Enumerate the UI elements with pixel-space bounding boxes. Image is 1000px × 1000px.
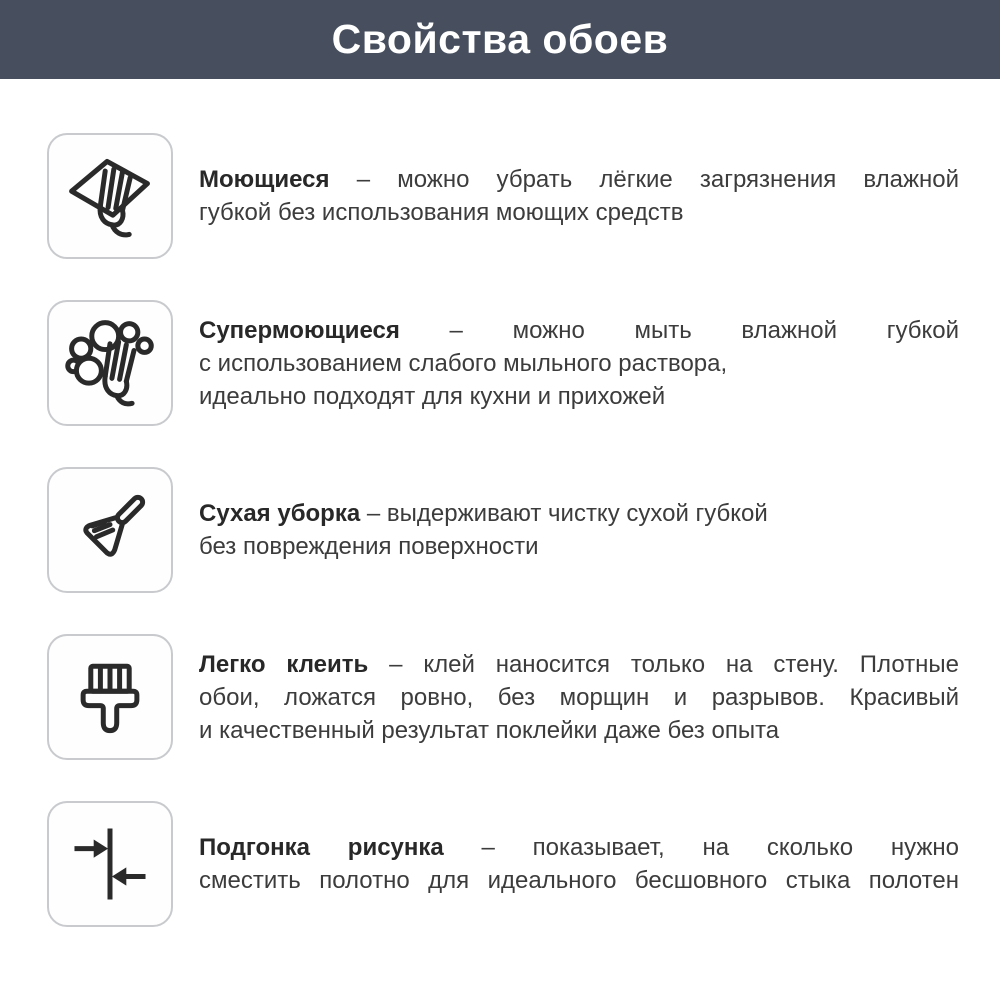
soap-bubbles-hand-icon (62, 315, 158, 411)
feature-text (199, 648, 959, 747)
icon-box (47, 634, 173, 760)
dash-separator: – (389, 650, 403, 678)
feature-line: без повреждения поверхности (199, 533, 539, 560)
feature-line-text: можно убрать лёгкие загрязнения влажной (397, 166, 960, 193)
feature-line: обои, ложатся ровно, без морщин и разрывов. Красивый (199, 683, 959, 711)
dash-separator: – (366, 500, 381, 527)
feature-heading: Легко клеить (199, 650, 369, 678)
feature-heading: Супермоющиеся (199, 316, 400, 344)
feature-text (199, 163, 959, 229)
feature-row-dry-cleaning (47, 467, 1000, 593)
feature-row-washable (47, 133, 1000, 259)
feature-line (199, 497, 959, 530)
feature-row-pattern-match (47, 801, 1000, 927)
feature-line (199, 648, 959, 681)
icon-box (47, 300, 173, 426)
feature-line-text: выдерживают чистку сухой губкой (386, 500, 768, 527)
icon-box (47, 801, 173, 927)
feature-row-super-washable (47, 300, 1000, 426)
dash-separator: – (449, 316, 463, 344)
feature-line-text: показывает, на сколько нужно (532, 834, 959, 861)
feature-heading: Сухая уборка (199, 500, 361, 527)
feature-line (199, 314, 959, 347)
feature-line: губкой без использования моющих средств (199, 199, 684, 226)
feature-heading: Моющиеся (199, 166, 330, 193)
hand-wiping-cloth-icon (62, 148, 158, 244)
feature-text (199, 831, 959, 897)
icon-box (47, 133, 173, 259)
dry-cleaning-brush-icon (62, 482, 158, 578)
pattern-match-arrows-icon (62, 816, 158, 912)
feature-text (199, 497, 959, 563)
dash-separator: – (481, 834, 495, 861)
dash-separator: – (356, 166, 371, 193)
feature-line: идеально подходят для кухни и прихожей (199, 382, 666, 410)
icon-box (47, 467, 173, 593)
feature-line: с использованием слабого мыльного раствора, (199, 349, 728, 377)
feature-line: сместить полотно для идеального бесшовного стыка полотен (199, 867, 959, 894)
feature-row-easy-gluing (47, 634, 1000, 760)
feature-text (199, 314, 959, 413)
feature-line (199, 831, 959, 864)
feature-line (199, 163, 959, 196)
feature-line: и качественный результат поклейки даже без опыта (199, 716, 780, 744)
feature-heading: Подгонка рисунка (199, 834, 444, 861)
feature-line-text: клей наносится только на стену. Плотные (423, 650, 959, 678)
page-header (0, 0, 1000, 79)
feature-line-text: можно мыть влажной губкой (512, 316, 960, 344)
page-title: Свойства обоев (331, 16, 669, 62)
paint-brush-icon (62, 649, 158, 745)
features-list (0, 79, 1000, 927)
